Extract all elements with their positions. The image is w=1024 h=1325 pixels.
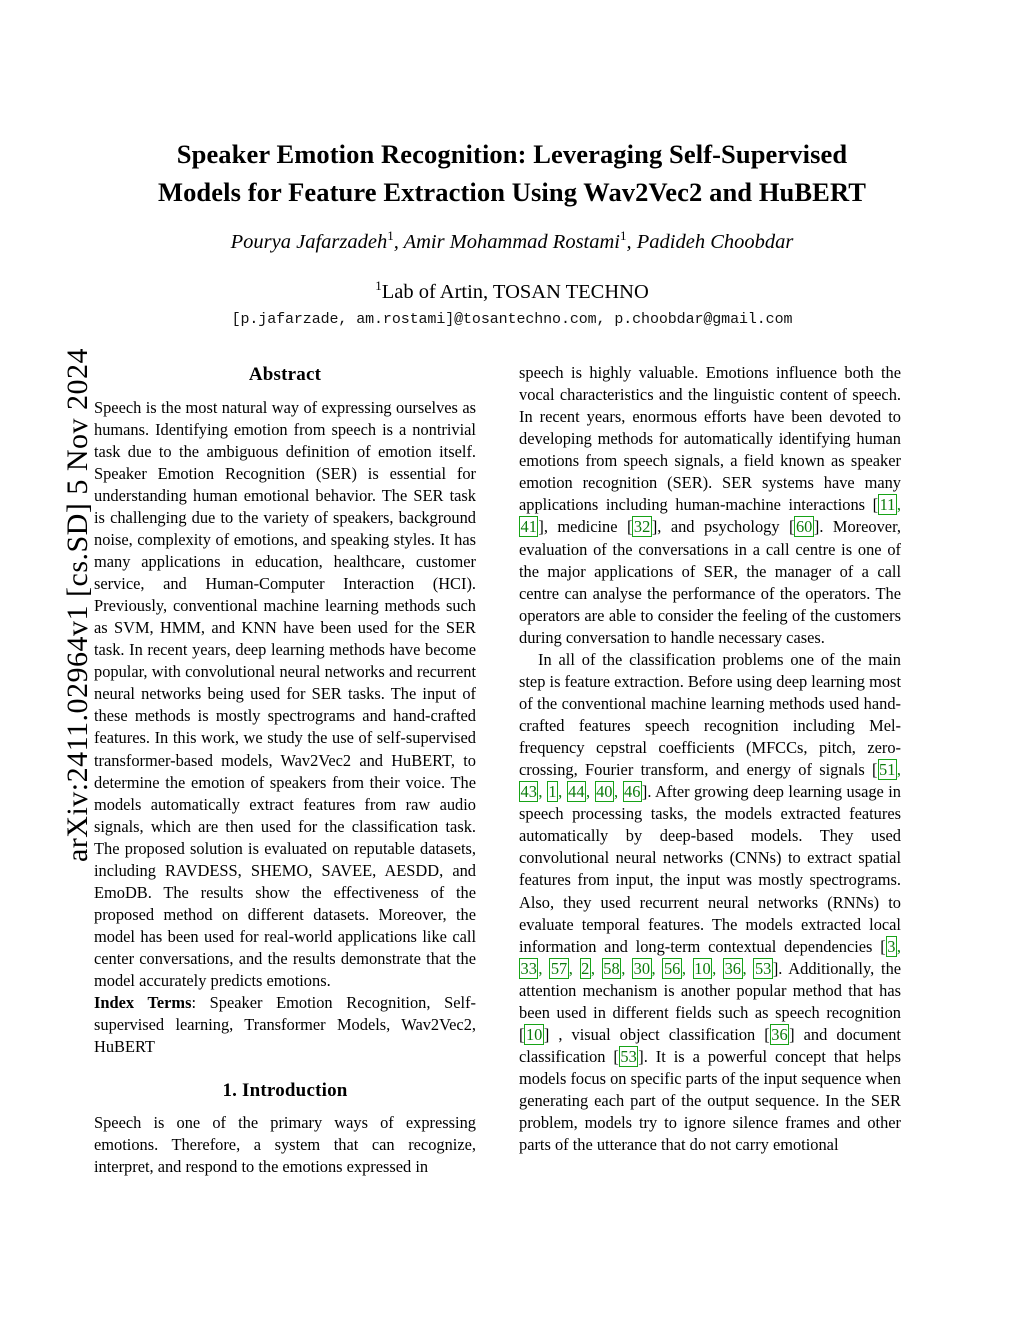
- para2-segment-c: ]. Additionally, the attention mechanism is another popular method that has been used in different fields such as speech recognition [: [519, 958, 902, 1044]
- contact-emails: [p.jafarzade, am.rostami]@tosantechno.com, p.choobdar@gmail.com: [231, 311, 793, 328]
- citation-link-36b[interactable]: 36: [771, 1024, 788, 1044]
- index-terms-label: Index Terms: [94, 993, 192, 1013]
- para2-segment-d: ] , visual object classification [: [543, 1024, 770, 1044]
- abstract-heading: Abstract: [248, 364, 322, 385]
- citation-group-1: 11, 41: [520, 495, 901, 537]
- citation-link-51[interactable]: 51: [879, 760, 896, 780]
- citation-link-1[interactable]: 1: [548, 782, 557, 802]
- citation-group-7: [770, 1024, 789, 1045]
- index-terms-text: : Speaker Emotion Recognition, Self-supervised learning, Transformer Models, Wav2Vec2, HuBERT: [94, 993, 476, 1057]
- para2-segment-a: In all of the classification problems one of the main step is feature extraction. Before using deep learning most of the conventional machine learning methods used hand-crafted features speech recognition including Mel-frequency cepstral coefficients (MFCCs, pitch, zero-crossing, Fourier transform, and energy of signals [: [519, 649, 901, 780]
- citation-link-53b[interactable]: 53: [620, 1046, 637, 1066]
- citation-link-58[interactable]: 58: [603, 958, 620, 978]
- para2-segment-f: ]. It is a powerful concept that helps models focus on specific parts of the input sequence when generating each part of the output sequence. In the SER problem, models try to ignore silence frames and other parts of the utterance that do not carry emotional: [519, 1046, 901, 1155]
- affiliation: $^1$Lab of Artin, TOSAN TECHNO: [375, 278, 649, 303]
- citation-group-3: [794, 516, 813, 537]
- page-title: [96, 136, 928, 211]
- feature-extraction-paragraph: [519, 649, 901, 1156]
- citation-link-36[interactable]: 36: [724, 958, 741, 978]
- author-2: Amir Mohammad Rostami$^1$: [403, 228, 627, 253]
- citation-group-5: 3, 33, 57, 2, 58, 30, 56, 10, 36, 53: [520, 936, 901, 978]
- citation-link-10[interactable]: 10: [694, 958, 711, 978]
- right-column: [519, 362, 901, 1156]
- citation-link-57[interactable]: 57: [550, 958, 568, 978]
- citation-link-30[interactable]: 30: [633, 958, 651, 978]
- para2-segment-e: ] and document classification [: [519, 1024, 901, 1066]
- para1-segment-c: ], and psychology [: [651, 517, 795, 537]
- citation-link-46[interactable]: 46: [624, 782, 641, 802]
- citation-link-11[interactable]: 11: [879, 495, 896, 515]
- author-list: Pourya Jafarzadeh$^1$, Amir Mohammad Rostami$^1$, Padideh Choobdar: [230, 228, 794, 253]
- para1-segment-a: speech is highly valuable. Emotions influence both the vocal characteristics and the linguistic content of speech. In recent years, enormous efforts have been devoted to developing methods for automatically identifying human emotions from speech signals, a field known as speaker emotion recognition (SER). SER systems have many applications including human-machine interactions [: [519, 363, 901, 515]
- arxiv-identifier-stamp: arXiv:2411.02964v1 [cs.SD] 5 Nov 2024: [61, 348, 94, 863]
- introduction-text: Speech is one of the primary ways of expressing emotions. Therefore, a system that can recognize, interpret, and respond to the emotions expressed in: [94, 1112, 476, 1177]
- citation-group-2: [632, 516, 651, 537]
- citation-link-43[interactable]: 43: [520, 782, 537, 802]
- abstract-text: Speech is the most natural way of expressing ourselves as humans. Identifying emotion from speech is a nontrivial task due to the ambiguous definition of emotion itself. Speaker Emotion Recognition (SER) is essential for understanding human emotional behavior. The SER task is challenging due to the variety of speakers, background noise, complexity of emotions, and speaking styles. It has many applications in education, healthcare, customer service, and Human-Computer Interaction (HCI). Previously, conventional machine learning methods such as SVM, HMM, and KNN have been used for the SER task. In recent years, deep learning methods have become popular, with convolutional neural networks and recurrent neural networks being used for SER tasks. The input of these methods is mostly spectrograms and hand-crafted features. In this work, we study the use of self-supervised transformer-based models, Wav2Vec2 and HuBERT, to determine the emotion of speakers from their voice. The models automatically extract features from raw audio signals, which are then used for the classification task. The proposed solution is evaluated on reputable datasets, including RAVDESS, SHEMO, SAVEE, AESDD, and EmoDB. The results show the effectiveness of the proposed method on different datasets. Moreover, the model has been used for real-world applications like call center conversations, and the results demonstrate that the model accurately predicts emotions.: [94, 397, 476, 991]
- citation-group-6: [524, 1024, 543, 1045]
- intro-paragraph-continued: [519, 362, 901, 649]
- citation-link-2[interactable]: 2: [581, 958, 590, 978]
- citation-link-53[interactable]: 53: [754, 958, 772, 978]
- para1-segment-b: ], medicine [: [538, 517, 633, 537]
- para2-segment-b: ]. After growing deep learning usage in speech processing tasks, the models extracted features automatically by deep-based models. They used convolutional neural networks (CNNs) to extract spatial features from input, the input was mostly spectrograms. Also, they used recurrent neural networks (RNNs) to evaluate temporal features. The models extracted local information and long-term contextual dependencies [: [519, 782, 902, 956]
- para1-segment-d: ]. Moreover, evaluation of the conversations in a call centre is one of the major applications of SER, the manager of a call centre can analyse the performance of the operators. The operators are able to consider the feeling of the customers during conversation to handle necessary cases.: [519, 517, 901, 647]
- citation-link-56[interactable]: 56: [663, 958, 681, 978]
- citation-group-8: [619, 1046, 638, 1067]
- paper-title-line-1: Speaker Emotion Recognition: Leveraging Self-Supervised: [176, 139, 848, 169]
- index-terms: [94, 992, 476, 1058]
- author-3: Padideh Choobdar: [636, 230, 794, 253]
- citation-link-60[interactable]: 60: [795, 517, 813, 537]
- paper-title-line-2: Models for Feature Extraction Using Wav2Vec2 and HuBERT: [157, 176, 867, 207]
- section-heading-introduction: 1. Introduction: [222, 1080, 348, 1102]
- citation-link-10b[interactable]: 10: [525, 1024, 543, 1044]
- citation-link-32[interactable]: 32: [633, 517, 651, 537]
- citation-group-4: 51, 43, 1, 44, 40, 46: [520, 760, 901, 802]
- citation-link-44[interactable]: 44: [568, 782, 585, 802]
- citation-link-40[interactable]: 40: [596, 782, 613, 802]
- citation-link-33[interactable]: 33: [520, 958, 537, 978]
- citation-link-41[interactable]: 41: [520, 517, 537, 537]
- citation-link-3[interactable]: 3: [887, 936, 896, 956]
- author-1: Pourya Jafarzadeh$^1$: [230, 228, 394, 253]
- left-column: [94, 362, 476, 1178]
